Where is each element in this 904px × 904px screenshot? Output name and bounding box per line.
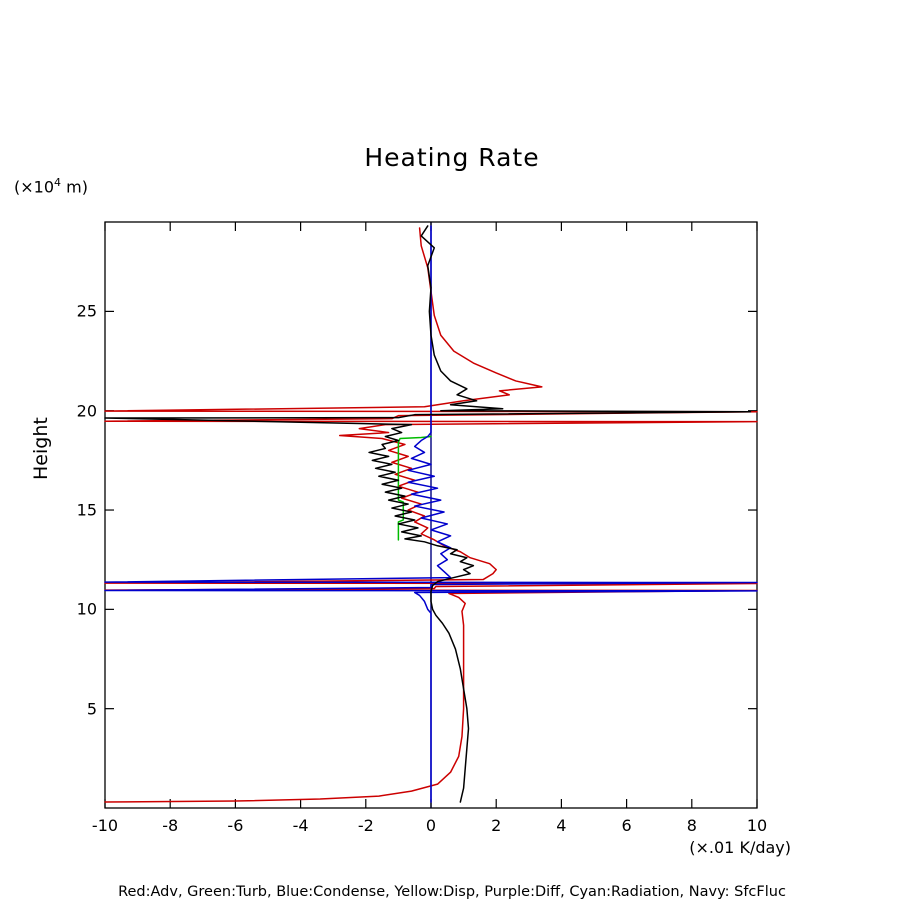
x-tick-label: -6 [227, 816, 244, 835]
x-tick-label: -2 [357, 816, 374, 835]
legend: Red:Adv, Green:Turb, Blue:Condense, Yellow:Disp, Purple:Diff, Cyan:Radiation, Navy: SfcFluc [118, 884, 786, 900]
y-tick-label: 20 [76, 401, 97, 421]
y-tick-label: 10 [76, 599, 97, 619]
x-tick-label: 2 [491, 816, 502, 835]
y-tick-label: 25 [76, 301, 97, 321]
y-tick-label: 5 [86, 699, 97, 719]
x-tick-label: -10 [91, 816, 119, 835]
y-tick-label: 15 [76, 500, 97, 520]
x-axis-label: (×.01 K/day) [689, 838, 791, 857]
y-axis-unit-label: ($\times 10^4$ m) [14, 176, 88, 197]
chart-title: Heating Rate [364, 143, 540, 172]
x-tick-label: 8 [686, 816, 697, 835]
x-tick-label: 6 [621, 816, 632, 835]
x-tick-label: 4 [556, 816, 567, 835]
series-line-total [105, 226, 750, 802]
x-tick-label: -4 [292, 816, 309, 835]
x-tick-label: 0 [425, 816, 437, 835]
x-tick-label: 10 [746, 816, 768, 835]
y-axis-label: Height [30, 417, 52, 480]
x-tick-label: -8 [162, 816, 179, 835]
